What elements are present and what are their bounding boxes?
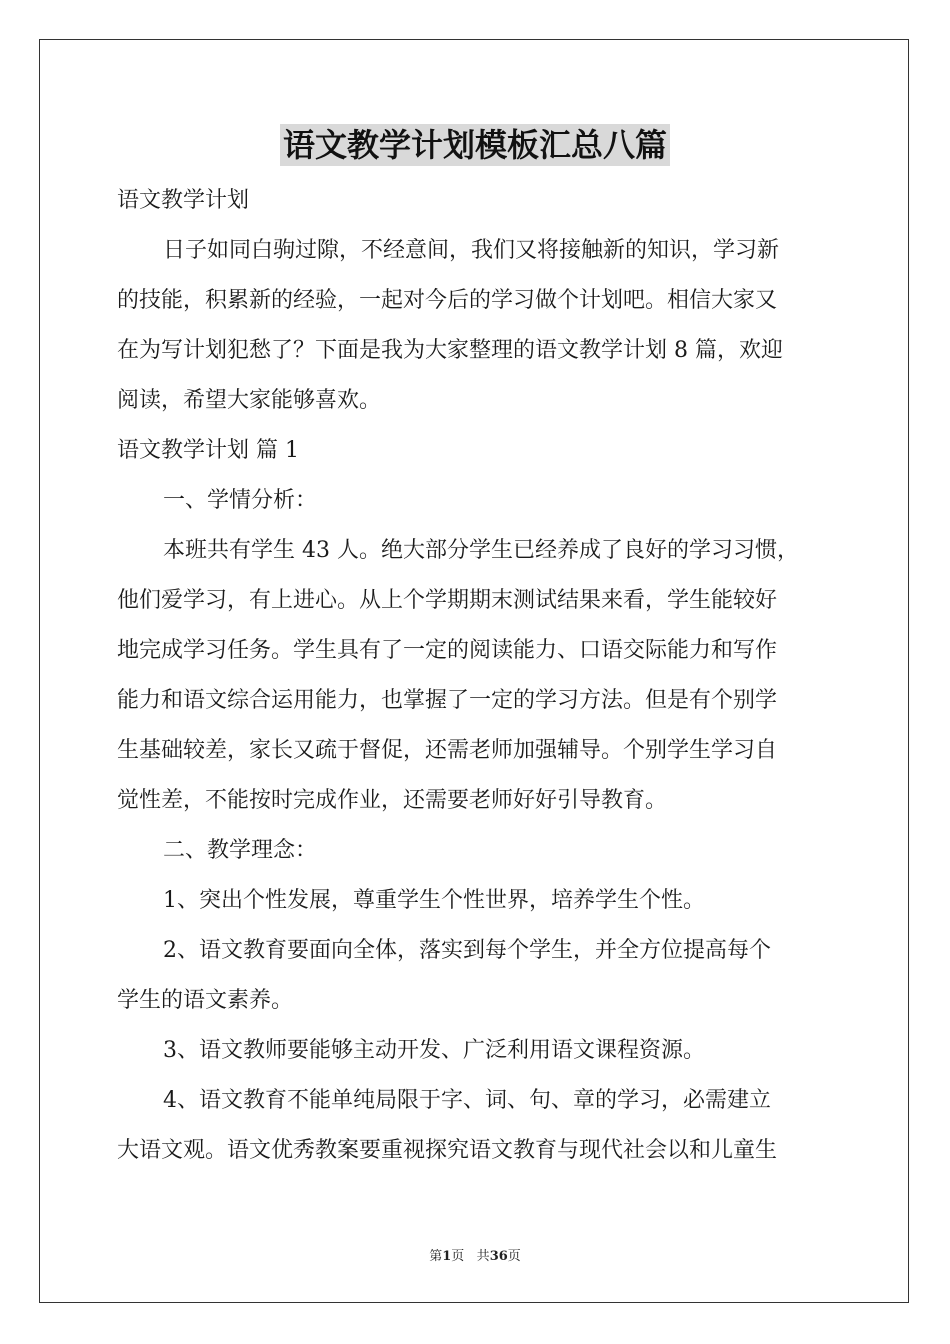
page-suffix: 页 [451,1249,465,1264]
text-line: 他们爱学习，有上进心。从上个学期期末测试结果来看，学生能较好 [117,588,778,613]
text-line: 阅读，希望大家能够喜欢。 [117,388,382,413]
total-pages: 36 [489,1249,508,1264]
text-line: 本班共有学生 43 人。绝大部分学生已经养成了良好的学习习惯， [163,538,799,563]
total-prefix: 共 [476,1249,490,1264]
text-line: 语文教学计划 篇 1 [117,438,299,463]
text-line: 学生的语文素养。 [117,988,294,1013]
text-line: 一、学情分析： [163,488,318,513]
page-prefix: 第 [429,1249,443,1264]
text-line: 二、教学理念： [163,838,318,863]
page-number: 1 [442,1249,452,1264]
total-suffix: 页 [507,1249,521,1264]
text-line: 大语文观。语文优秀教案要重视探究语文教育与现代社会以和儿童生 [117,1138,778,1163]
text-line: 觉性差，不能按时完成作业，还需要老师好好引导教育。 [117,788,668,813]
text-line: 地完成学习任务。学生具有了一定的阅读能力、口语交际能力和写作 [117,638,778,663]
document-title-wrap [0,124,950,166]
document-body [117,176,837,1176]
text-line: 的技能，积累新的经验，一起对今后的学习做个计划吧。相信大家又 [117,288,778,313]
text-line: 生基础较差，家长又疏于督促，还需老师加强辅导。个别学生学习自 [117,738,778,763]
text-line: 语文教学计划 [117,188,250,213]
document-title: 语文教学计划模板汇总八篇 [280,124,670,166]
text-line: 1、突出个性发展，尊重学生个性世界，培养学生个性。 [163,888,705,913]
text-line: 4、语文教育不能单纯局限于字、词、句、章的学习，必需建立 [163,1088,771,1113]
page-footer [0,1245,950,1264]
text-line: 3、语文教师要能够主动开发、广泛利用语文课程资源。 [163,1038,705,1063]
text-line: 2、语文教育要面向全体，落实到每个学生，并全方位提高每个 [163,938,771,963]
text-line: 能力和语文综合运用能力，也掌握了一定的学习方法。但是有个别学 [117,688,778,713]
text-line: 在为写计划犯愁了？下面是我为大家整理的语文教学计划 8 篇，欢迎 [117,338,783,363]
text-line: 日子如同白驹过隙，不经意间，我们又将接触新的知识，学习新 [163,238,780,263]
